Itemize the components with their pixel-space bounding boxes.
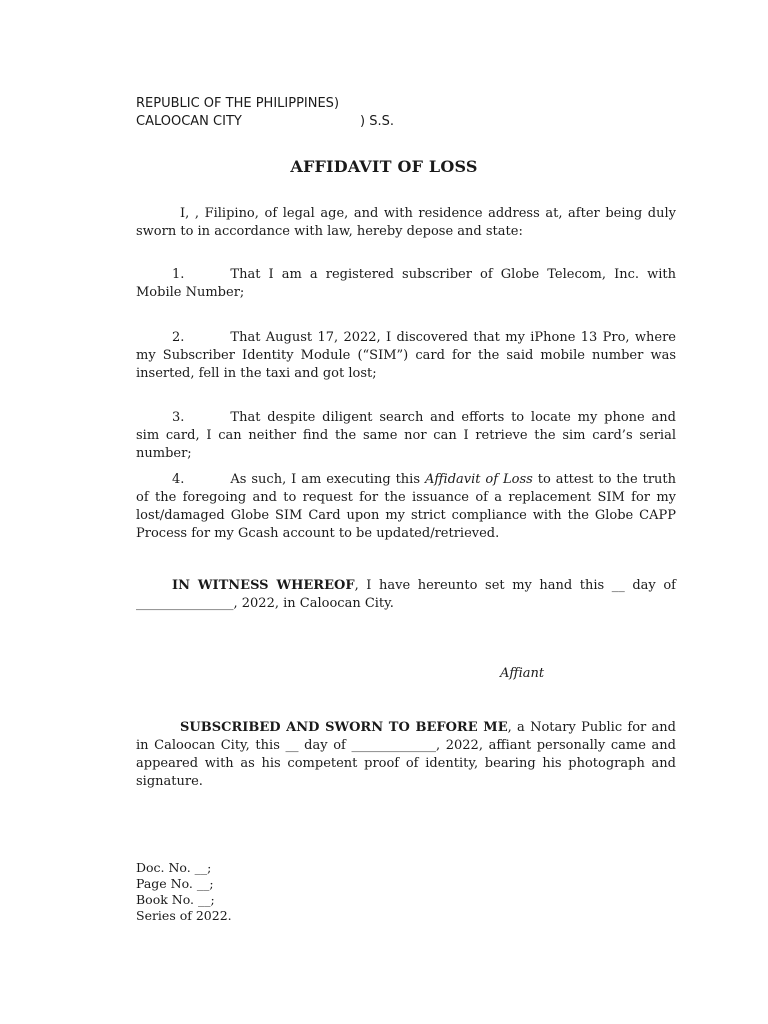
witness-text: , I have hereunto set my hand this __ day of _______________, 2022, in Caloocan City. (136, 578, 676, 611)
document-title: AFFIDAVIT OF LOSS (290, 157, 478, 176)
item-3-number: 3. (172, 410, 185, 425)
notarial-book-no: Book No. __; (136, 892, 215, 907)
header-city: CALOOCAN CITY (136, 114, 242, 129)
affiant-label-text: Affiant (500, 666, 545, 681)
item-3-text: That despite diligent search and efforts to locate my phone and sim card, I can neither find the same nor can I retrieve the sim card’s serial number; (136, 410, 676, 461)
item-2-number: 2. (172, 330, 185, 345)
item-4-text-before: As such, I am executing this (230, 472, 425, 487)
item-4 (136, 471, 676, 543)
header-republic: REPUBLIC OF THE PHILIPPINES) (136, 96, 340, 111)
item-1 (136, 266, 676, 302)
item-2-text: That August 17, 2022, I discovered that my iPhone 13 Pro, where my Subscriber Identity Module (“SIM”) card for the said mobile number was inserted, fell in the taxi and got lost; (136, 330, 676, 381)
item-4-text-after: to attest to the truth of the foregoing and to request for the issuance of a replacement SIM for my lost/damaged Globe SIM Card upon my strict compliance with the Globe CAPP Process for my Gcash account to be updated/retrieved. (136, 472, 677, 541)
witness-heading: IN WITNESS WHEREOF (172, 578, 355, 593)
item-1-text: That I am a registered subscriber of Globe Telecom, Inc. with Mobile Number; (136, 267, 676, 300)
intro-paragraph (136, 205, 676, 241)
item-3 (136, 409, 676, 463)
affiant-label (500, 665, 544, 683)
notarial-page-no: Page No. __; (136, 876, 214, 891)
witness-paragraph (136, 577, 676, 613)
item-4-italic-title: Affidavit of Loss (424, 472, 533, 487)
notarial-series: Series of 2022. (136, 908, 232, 923)
item-2 (136, 329, 676, 383)
item-4-number: 4. (172, 472, 185, 487)
header-ss: ) S.S. (360, 114, 394, 129)
jurat-paragraph (136, 719, 676, 791)
intro-text: I, , Filipino, of legal age, and with residence address at, after being duly sworn to in accordance with law, hereby depose and state: (136, 206, 676, 239)
jurat-heading: SUBSCRIBED AND SWORN TO BEFORE ME (180, 720, 508, 735)
item-1-number: 1. (172, 267, 185, 282)
notarial-doc-no: Doc. No. __; (136, 860, 212, 875)
jurat-text: , a Notary Public for and in Caloocan City, this __ day of _____________, 2022, affiant personally came and appeared with as his competent proof of identity, bearing his photograph and signature. (136, 720, 676, 789)
